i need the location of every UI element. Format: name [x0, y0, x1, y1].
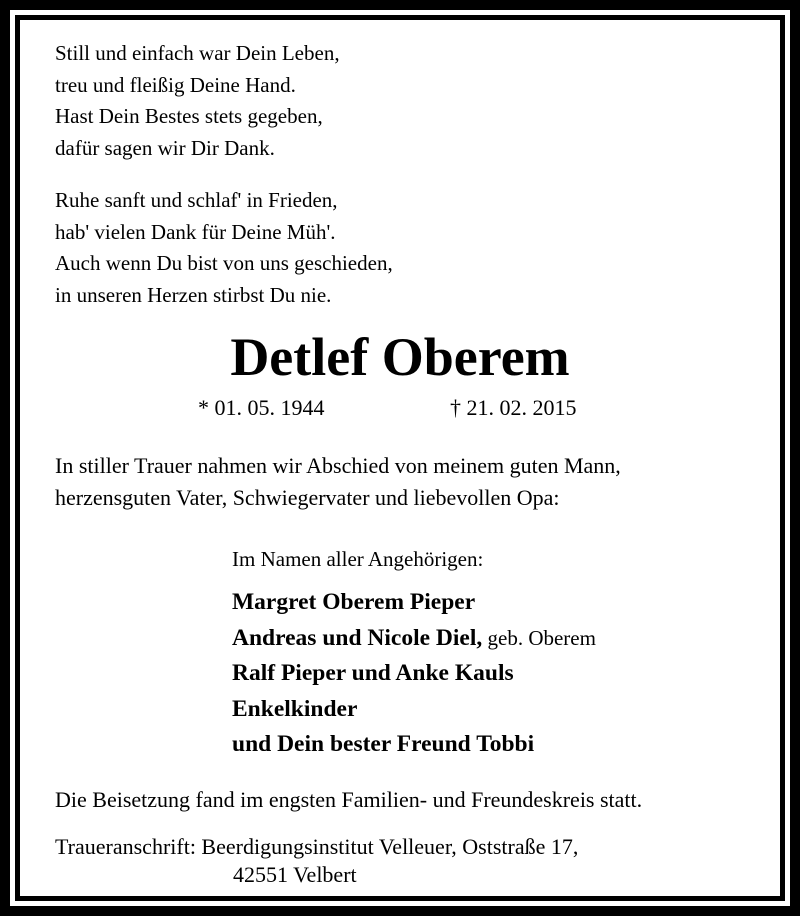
address-line-1: Traueranschrift: Beerdigungsinstitut Velleuer, Oststraße 17,: [55, 834, 579, 859]
mourning-address: [55, 833, 578, 889]
poem-line: hab' vielen Dank für Deine Müh'.: [55, 219, 336, 244]
obituary-inner-frame: [15, 15, 785, 901]
mourners-list: [232, 585, 596, 763]
death-date: † 21. 02. 2015: [450, 395, 577, 420]
address-line-2: 42551 Velbert: [233, 862, 357, 887]
poem-line: Still und einfach war Dein Leben,: [55, 41, 340, 65]
poem-line: Auch wenn Du bist von uns geschieden,: [55, 251, 393, 275]
mourner-name: Andreas und Nicole Diel,: [232, 624, 483, 651]
birth-date: * 01. 05. 1944: [198, 395, 325, 420]
poem-stanza-2: [55, 185, 393, 311]
intro-text: [55, 450, 621, 513]
mourner-entry: [232, 656, 596, 692]
obituary-frame: [10, 10, 790, 906]
poem-line: Ruhe sanft und schlaf' in Frieden,: [55, 188, 338, 212]
poem-line: treu und fleißig Deine Hand.: [55, 72, 296, 97]
mourner-name: Enkelkinder: [232, 695, 358, 722]
poem-line: Hast Dein Bestes stets gegeben,: [55, 104, 323, 128]
mourner-entry: [232, 621, 596, 657]
burial-note: Die Beisetzung fand im engsten Familien- und Freundeskreis statt.: [55, 787, 643, 812]
mourner-entry: [232, 692, 596, 728]
mourners-heading: Im Namen aller Angehörigen:: [232, 547, 484, 571]
poem-line: in unseren Herzen stirbst Du nie.: [55, 282, 332, 307]
mourner-entry: [232, 727, 596, 763]
deceased-name: Detlef Oberem: [230, 327, 570, 387]
mourner-entry: [232, 585, 596, 621]
poem-stanza-1: [55, 38, 340, 164]
mourner-name: Ralf Pieper und Anke Kauls: [232, 660, 514, 686]
mourner-name: Margret Oberem Pieper: [232, 589, 476, 615]
poem-line: dafür sagen wir Dir Dank.: [55, 135, 275, 160]
mourner-name: und Dein bester Freund Tobbi: [232, 731, 535, 757]
intro-line: herzensguten Vater, Schwiegervater und liebevollen Opa:: [55, 484, 560, 510]
mourner-note: geb. Oberem: [482, 625, 596, 650]
intro-line: In stiller Trauer nahmen wir Abschied von meinem guten Mann,: [55, 453, 621, 478]
